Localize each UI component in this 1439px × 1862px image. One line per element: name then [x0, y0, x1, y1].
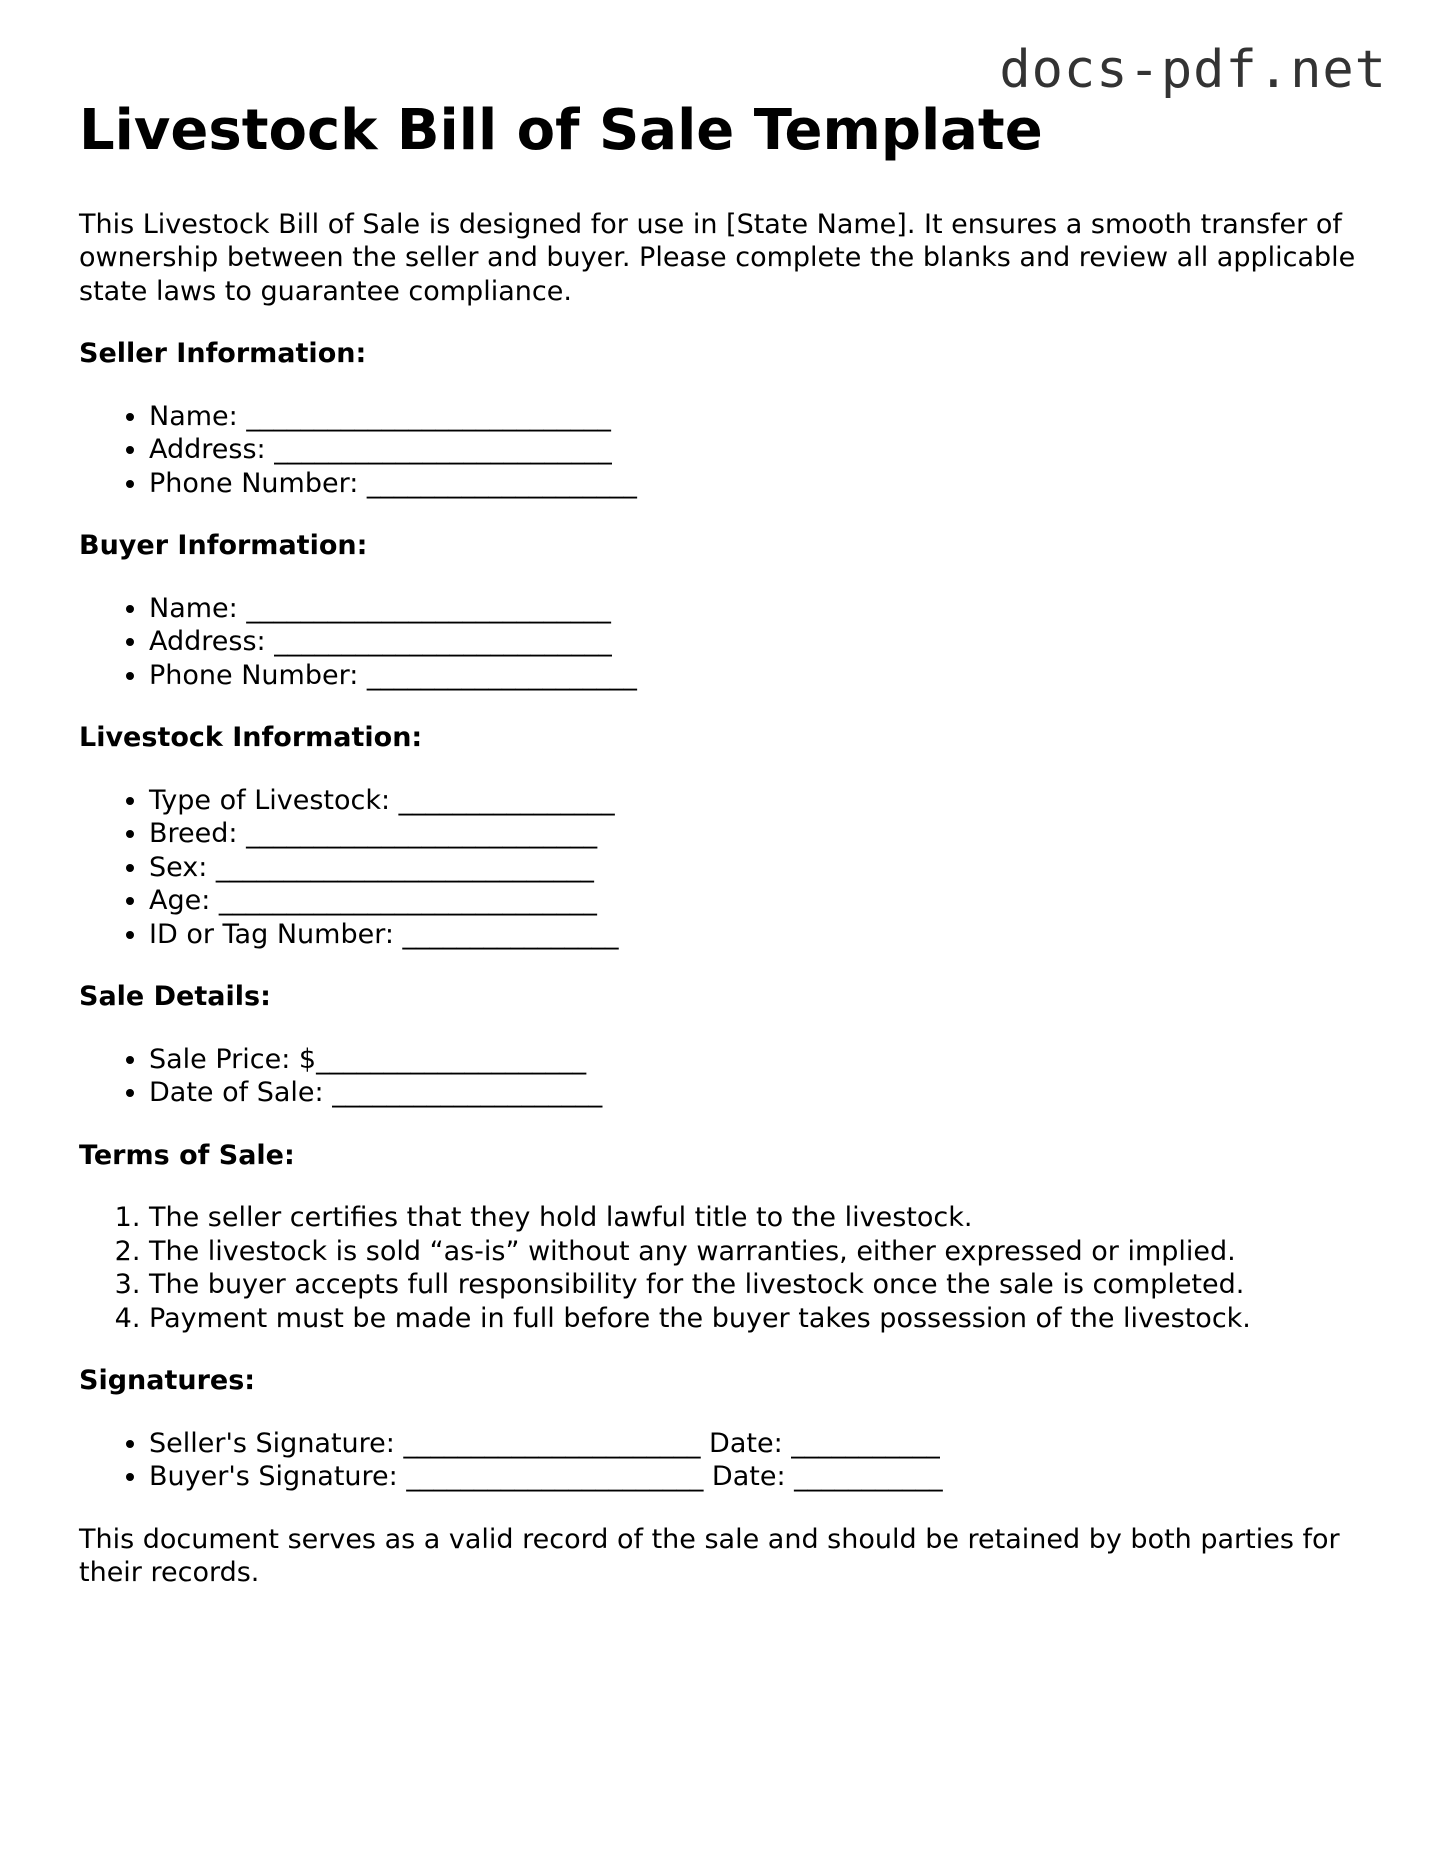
seller-phone-field: • Phone Number: ____________________	[149, 467, 1369, 501]
buyer-signature-field: • Buyer's Signature: ______________________ Date: ___________	[149, 1460, 1369, 1494]
terms-item: 4. Payment must be made in full before the buyer takes possession of the livestock.	[149, 1302, 1369, 1336]
intro-paragraph: This Livestock Bill of Sale is designed for use in [State Name]. It ensures a smooth transfer of ownership between the seller and buyer. Please complete the blanks and review all applicable state laws to guarantee compliance.	[79, 208, 1356, 307]
closing-paragraph: This document serves as a valid record of the sale and should be retained by both parties for their records.	[79, 1523, 1340, 1589]
seller-address-field: • Address: _________________________	[149, 433, 1369, 467]
terms-item: 2. The livestock is sold “as-is” without any warranties, either expressed or implied.	[149, 1235, 1369, 1269]
sale-price-field: • Sale Price: $____________________	[149, 1043, 1369, 1077]
seller-signature-field: • Seller's Signature: ______________________ Date: ___________	[149, 1427, 1369, 1461]
sale-list	[79, 1043, 1369, 1110]
seller-name-field: • Name: ___________________________	[149, 400, 1369, 434]
buyer-list	[79, 592, 1369, 693]
buyer-name-field: • Name: ___________________________	[149, 592, 1369, 626]
signatures-heading: Signatures:	[79, 1365, 256, 1397]
terms-item: 3. The buyer accepts full responsibility for the livestock once the sale is completed.	[149, 1268, 1369, 1302]
terms-heading: Terms of Sale:	[79, 1139, 295, 1171]
watermark: docs-pdf.net	[999, 40, 1387, 100]
livestock-sex-field: • Sex: ____________________________	[149, 851, 1369, 885]
livestock-age-field: • Age: ____________________________	[149, 884, 1369, 918]
livestock-type-field: • Type of Livestock: ________________	[149, 784, 1369, 818]
document-page	[79, 100, 1369, 1590]
buyer-phone-field: • Phone Number: ____________________	[149, 659, 1369, 693]
buyer-address-field: • Address: _________________________	[149, 625, 1369, 659]
buyer-heading: Buyer Information:	[79, 530, 368, 562]
seller-list	[79, 400, 1369, 501]
livestock-tag-field: • ID or Tag Number: ________________	[149, 918, 1369, 952]
sale-heading: Sale Details:	[79, 981, 271, 1013]
page-title: Livestock Bill of Sale Template	[79, 98, 1043, 163]
sale-date-field: • Date of Sale: ____________________	[149, 1076, 1369, 1110]
terms-item: 1. The seller certifies that they hold lawful title to the livestock.	[149, 1201, 1369, 1235]
terms-list	[79, 1201, 1369, 1335]
seller-heading: Seller Information:	[79, 338, 367, 370]
livestock-list	[79, 784, 1369, 952]
livestock-breed-field: • Breed: __________________________	[149, 817, 1369, 851]
signatures-list	[79, 1427, 1369, 1494]
livestock-heading: Livestock Information:	[79, 722, 423, 754]
